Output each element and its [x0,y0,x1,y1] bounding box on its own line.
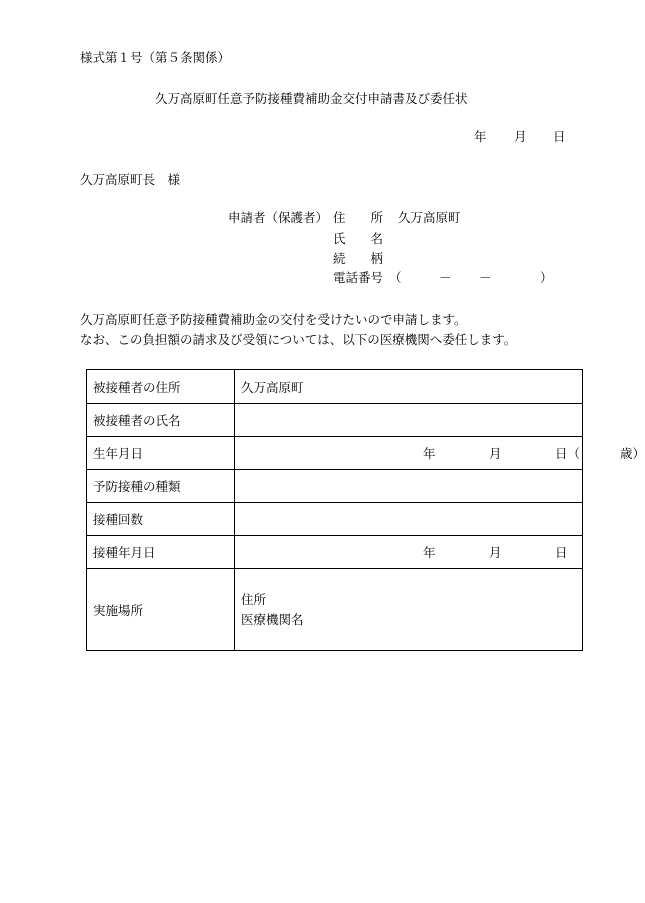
relation-label: 続 柄 [333,251,384,266]
row-value-vaccine-type [235,470,582,502]
statement-line-2: なお、この負担額の請求及び受領については、以下の医療機関へ委任します。 [80,332,517,347]
address-value: 久万高原町 [398,210,461,225]
row-value-birthdate [235,437,645,469]
birth-year-label: 年 [423,446,436,461]
table-row-name [87,404,582,437]
document-title: 久万高原町任意予防接種費補助金交付申請書及び委任状 [155,91,468,106]
row-label-vaccination-date: 接種年月日 [87,536,235,568]
birth-month-label: 月 [489,446,502,461]
birth-day-label: 日（ [555,446,581,461]
form-number: 様式第１号（第５条関係） [80,50,231,65]
phone-close-paren: ） [540,270,553,285]
phone-label: 電話番号 [333,270,384,285]
location-address-label: 住所 [241,591,267,607]
table-row-dose-count [87,503,582,536]
phone-dash-2: － [479,270,492,285]
row-label-dose-count: 接種回数 [87,503,235,535]
recipient-address-value: 久万高原町 [241,379,304,395]
row-label-birthdate: 生年月日 [87,437,235,469]
date-month-label: 月 [514,129,527,144]
row-value-name [235,404,582,436]
application-table [86,369,645,651]
applicant-label: 申請者（保護者） [228,210,329,225]
location-institution-label: 医療機関名 [241,611,304,627]
name-label: 氏 名 [333,231,384,246]
date-year-label: 年 [474,129,487,144]
vaccination-year-label: 年 [423,545,436,560]
table-row-vaccine-type [87,470,582,503]
date-day-label: 日 [553,129,566,144]
address-label: 住 所 [333,210,384,225]
phone-dash-1: － [439,270,452,285]
row-value-address [235,370,582,403]
vaccination-month-label: 月 [489,545,502,560]
row-label-name: 被接種者の氏名 [87,404,235,436]
row-value-location [235,569,582,650]
statement-line-1: 久万高原町任意予防接種費補助金の交付を受けたいので申請します。 [80,312,467,327]
row-value-vaccination-date [235,536,582,568]
table-row-vaccination-date [87,536,582,569]
table-row-location [87,569,582,650]
age-label: 歳） [620,446,645,461]
row-label-vaccine-type: 予防接種の種類 [87,470,235,502]
addressee: 久万高原町長 様 [80,172,181,187]
row-label-address: 被接種者の住所 [87,370,235,403]
row-value-dose-count [235,503,582,535]
vaccination-day-label: 日 [555,545,568,560]
phone-open-paren: （ [389,270,402,285]
table-row-birthdate [87,437,645,470]
row-label-location: 実施場所 [87,569,235,650]
table-row-address [87,370,582,404]
